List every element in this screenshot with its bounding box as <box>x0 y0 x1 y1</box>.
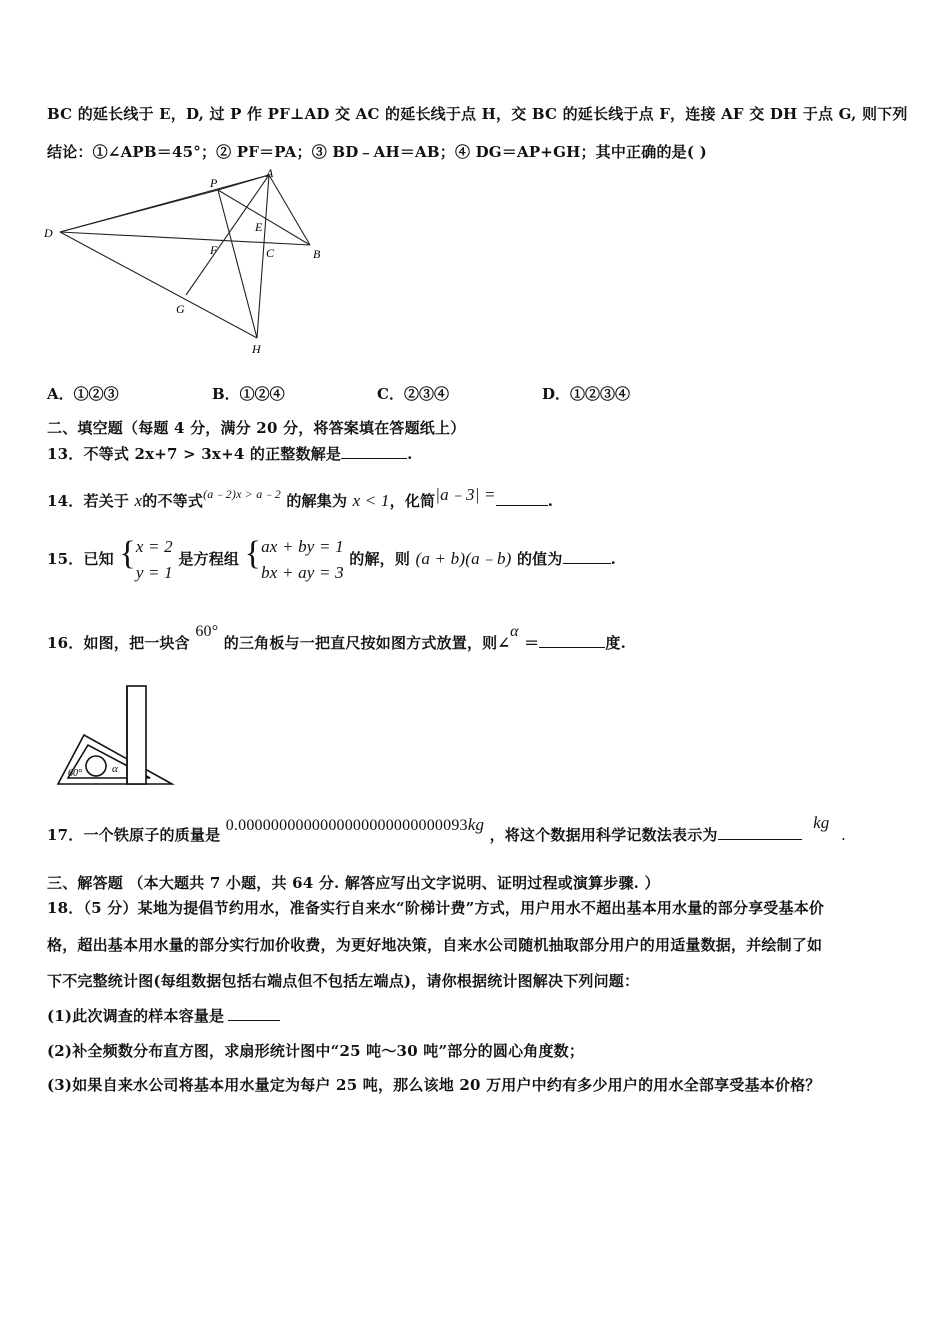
q16-eq: ＝ <box>524 634 540 652</box>
section2-heading: 二、填空题（每题 4 分，满分 20 分，将答案填在答题纸上） <box>47 419 466 437</box>
q15-sys2-eq2: bx + ay = 3 <box>261 563 344 582</box>
option-b: B．①②④ <box>212 385 285 403</box>
q14-end: . <box>547 492 554 510</box>
q16-end: 度. <box>605 634 626 652</box>
q15-system-1 <box>136 534 173 586</box>
q15-brace-1: { <box>119 535 136 572</box>
q14-solution: x < 1 <box>352 491 390 510</box>
q14-answer-blank <box>496 490 548 506</box>
q17-unit: kg <box>467 815 485 834</box>
q15-mid1: 是方程组 <box>178 550 240 568</box>
q12-text-line2: 结论：①∠APB＝45°；② PF＝PA；③ BD﹣AH＝AB；④ DG＝AP+GH；其中正确的是( ) <box>47 143 707 161</box>
segment-AB <box>269 175 310 245</box>
segment-DH <box>60 232 257 338</box>
q13 <box>47 443 413 464</box>
q15-brace-2: { <box>244 535 262 572</box>
q12-geometry-figure <box>40 165 340 365</box>
label-E: E <box>255 220 263 234</box>
q12-text-line1: BC 的延长线于 E，D, 过 P 作 PF⊥AD 交 AC 的延长线于点 H，交 BC 的延长线于点 F，连接 AF 交 DH 于点 G, 则下列 <box>47 105 908 123</box>
q17-pre: 17．一个铁原子的质量是 <box>47 826 221 844</box>
q15-sys2-eq1: ax + by = 1 <box>261 537 344 556</box>
q14-inequality: (a﹣2)x > a﹣2 <box>203 487 281 501</box>
label-D: D <box>44 226 53 240</box>
q15-answer-blank <box>563 548 611 564</box>
q16-angle: 60° <box>195 623 219 640</box>
q15 <box>47 534 616 586</box>
q16-ruler-triangle-figure <box>50 680 180 790</box>
q18-line1: 18．（5 分）某地为提倡节约用水，准备实行自来水“阶梯计费”方式，用户用水不超出基本用水量的部分享受基本价 <box>47 899 825 917</box>
q15-pre: 15．已知 <box>47 550 114 568</box>
q15-sys1-eq2: y = 1 <box>135 563 173 582</box>
q16-pre: 16．如图，把一块含 <box>47 634 190 652</box>
option-a: A．①②③ <box>47 385 119 403</box>
q16-mid: 的三角板与一把直尺按如图方式放置，则∠ <box>223 634 511 652</box>
label-G: G <box>176 302 185 316</box>
option-c: C．②③④ <box>377 385 449 403</box>
q13-end: . <box>407 445 413 463</box>
q18-sub1 <box>47 1005 280 1026</box>
label-C: C <box>266 246 275 260</box>
q14-abs-expr: |a﹣3| = <box>435 485 496 504</box>
q13-text: 13．不等式 2x+7 > 3x+4 的正整数解是 <box>47 445 342 463</box>
q17-mid: ，将这个数据用科学记数法表示为 <box>489 826 718 844</box>
label-F: F <box>210 243 218 257</box>
q15-system-2 <box>261 534 344 586</box>
option-d: D．①②③④ <box>542 385 631 403</box>
q13-answer-blank <box>341 443 407 459</box>
q15-sys1-eq1: x = 2 <box>135 537 173 556</box>
section3-heading: 三、解答题 （本大题共 7 小题，共 64 分. 解答应写出文字说明、证明过程或演算步骤. ） <box>47 874 660 892</box>
label-H: H <box>252 342 261 356</box>
ruler <box>127 686 146 784</box>
label-B: B <box>313 247 321 261</box>
q17-unit2: kg <box>813 813 830 832</box>
fig-alpha-label: α <box>112 763 118 775</box>
q18-sub1-text: (1)此次调查的样本容量是 <box>47 1007 225 1025</box>
segment-DB <box>60 232 310 245</box>
q17-end: . <box>840 826 846 844</box>
q14-var-x: x <box>134 491 143 510</box>
q17-mass: 0.0000000000000000000000000093 <box>225 817 468 834</box>
label-P: P <box>210 176 218 190</box>
q18-line2: 格，超出基本用水量的部分实行加价收费，为更好地决策，自来水公司随机抽取部分用户的用适量数据，并绘制了如 <box>47 936 823 954</box>
segment-AG <box>186 175 269 295</box>
fig-60-label: 60° <box>68 768 82 779</box>
q16-alpha: α <box>510 623 519 640</box>
q18-sub3: (3)如果自来水公司将基本用水量定为每户 25 吨，那么该地 20 万用户中约有多少用户的用水全部享受基本价格？ <box>47 1076 821 1094</box>
q18-sub2: (2)补全频数分布直方图，求扇形统计图中“25 吨～30 吨”部分的圆心角度数； <box>47 1042 585 1060</box>
q14-pre: 14．若关于 <box>47 492 130 510</box>
q15-mid3: 的值为 <box>516 550 563 568</box>
triangle-hole <box>86 756 106 776</box>
q15-expression: (a + b)(a﹣b) <box>415 549 512 568</box>
q14-mid2: 的解集为 <box>286 492 348 510</box>
label-A: A <box>266 166 274 180</box>
segment-DA <box>60 175 269 232</box>
q14-mid1: 的不等式 <box>142 492 204 510</box>
q16 <box>47 623 626 653</box>
q15-end: . <box>610 550 617 568</box>
q14-mid3: ，化简 <box>389 492 436 510</box>
q18-line3: 下不完整统计图(每组数据包括右端点但不包括左端点)，请你根据统计图解决下列问题： <box>47 972 640 990</box>
q18-sub1-blank <box>228 1005 280 1021</box>
q15-mid2: 的解，则 <box>349 550 411 568</box>
q16-answer-blank <box>539 632 605 648</box>
segment-PA <box>218 175 269 190</box>
q17-answer-blank <box>718 824 802 840</box>
q17 <box>47 813 846 845</box>
segment-PH <box>218 190 257 338</box>
q14 <box>47 486 553 511</box>
